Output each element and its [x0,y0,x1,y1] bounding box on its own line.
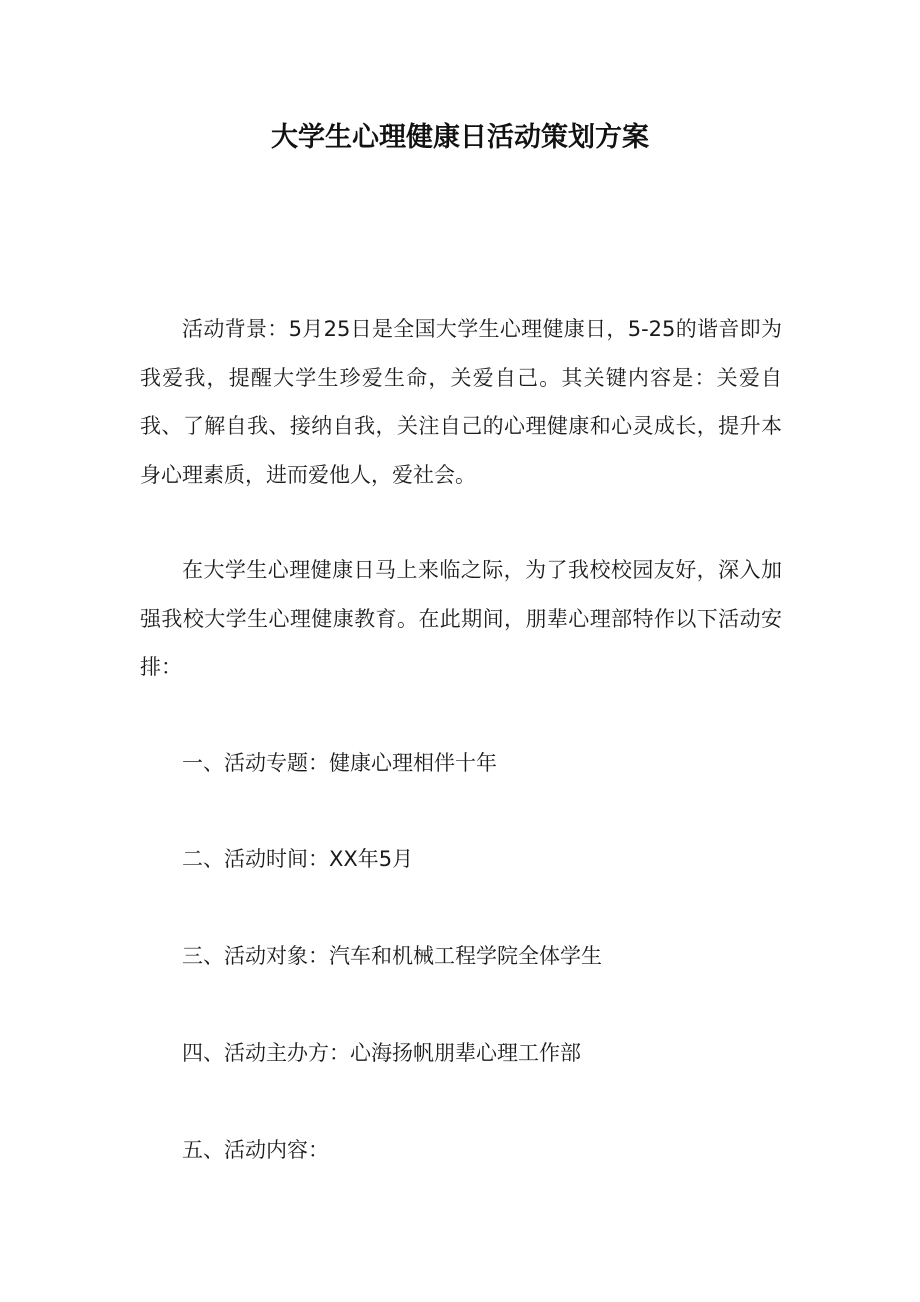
list-item-content: 五、活动内容： [182,1138,329,1162]
document-title: 大学生心理健康日活动策划方案 [271,122,649,153]
list-item-time: 二、活动时间：XX年5月 [182,847,414,871]
list-item-organizer: 四、活动主办方：心海扬帆朋辈心理工作部 [182,1041,581,1065]
list-item-theme: 一、活动专题：健康心理相伴十年 [182,751,497,775]
paragraph-intro: 在大学生心理健康日马上来临之际，为了我校校园友好，深入加强我校大学生心理健康教育。在此期间，朋辈心理部特作以下活动安排： [140,558,782,679]
list-item-audience: 三、活动对象：汽车和机械工程学院全体学生 [182,944,602,968]
paragraph-background: 活动背景：5月25日是全国大学生心理健康日，5-25的谐音即为我爱我，提醒大学生珍爱生命，关爱自己。其关键内容是：关爱自我、了解自我、接纳自我，关注自己的心理健康和心灵成长，提升本身心理素质，进而爱他人，爱社会。 [140,317,782,487]
